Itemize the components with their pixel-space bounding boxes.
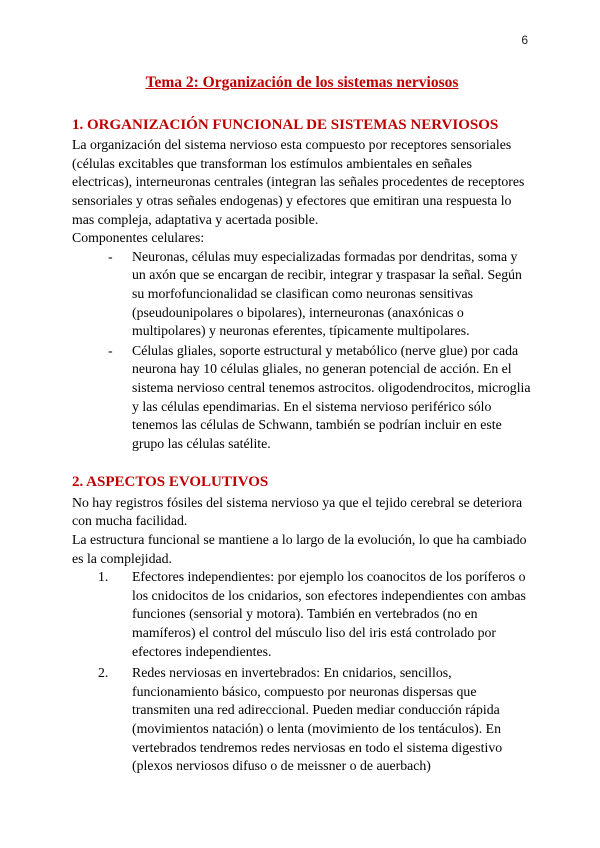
list-item-text: Redes nerviosas en invertebrados: En cnidarios, sencillos, funcionamiento básico, compuesto por neuronas dispersas que transmiten una red adireccional. Pueden mediar conducción rápida (movimientos natación) o lenta (movimiento de los tentáculos). En vertebrados tendremos redes nerviosas en todo el sistema digestivo (plexos nerviosos difuso o de meissner o de auerbach) <box>132 665 503 774</box>
list-item <box>98 664 532 776</box>
cell-components-list <box>72 248 532 454</box>
list-marker: - <box>108 342 113 358</box>
list-item <box>108 342 532 454</box>
list-item <box>108 248 532 341</box>
components-label: Componentes celulares: <box>72 230 205 246</box>
list-marker: 1. <box>98 569 109 585</box>
section-2-paragraph-2: La estructura funcional se mantiene a lo largo de la evolución, lo que ha cambiado es la complejidad. <box>72 532 527 566</box>
list-item-text: Efectores independientes: por ejemplo los coanocitos de los poríferos o los cnidocitos de los cnidarios, son efectores independientes con ambas funciones (sensorial y motora). También en vertebrados (no en mamíferos) el control del músculo liso del iris está controlado por efectores independientes. <box>132 569 526 659</box>
page-number: 6 <box>521 33 528 47</box>
document-title: Tema 2: Organización de los sistemas nerviosos <box>145 74 459 91</box>
list-marker: 2. <box>98 665 109 681</box>
list-item <box>98 568 532 661</box>
section-2-paragraph-1: No hay registros fósiles del sistema nervioso ya que el tejido cerebral se deteriora con mucha facilidad. <box>72 494 523 529</box>
document-body <box>72 74 532 779</box>
evolution-list <box>72 568 532 776</box>
section-1-paragraph: La organización del sistema nervioso esta compuesto por receptores sensoriales (células excitables que transforman los estímulos ambientales en señales electricas), interneuronas centrales (integran las señales procedentes de receptores sensoriales y otras señales endogenas) y efectores que emitiran una respuesta lo mas compleja, adaptativa y acertada posible. <box>72 137 525 227</box>
list-marker: - <box>108 248 113 264</box>
list-item-text: Neuronas, células muy especializadas formadas por dendritas, soma y un axón que se encargan de recibir, integrar y traspasar la señal. Según su morfofuncionalidad se clasifican como neuronas sensitivas (pseudounipolares o bipolares), interneuronas (anaxónicas o multipolares) y neuronas eferentes, típicamente multipolares. <box>132 248 522 339</box>
section-2-heading: 2. ASPECTOS EVOLUTIVOS <box>72 474 269 491</box>
section-1-heading: 1. ORGANIZACIÓN FUNCIONAL DE SISTEMAS NERVIOSOS <box>72 116 499 133</box>
list-item-text: Células gliales, soporte estructural y metabólico (nerve glue) por cada neurona hay 10 células gliales, no generan potencial de acción. En el sistema nervioso central tenemos astrocitos. oligodendrocitos, microglia y las células ependimarias. En el sistema nervioso periférico sólo tenemos las células de Schwann, también se podrían incluir en este grupo las células satélite. <box>132 342 531 451</box>
